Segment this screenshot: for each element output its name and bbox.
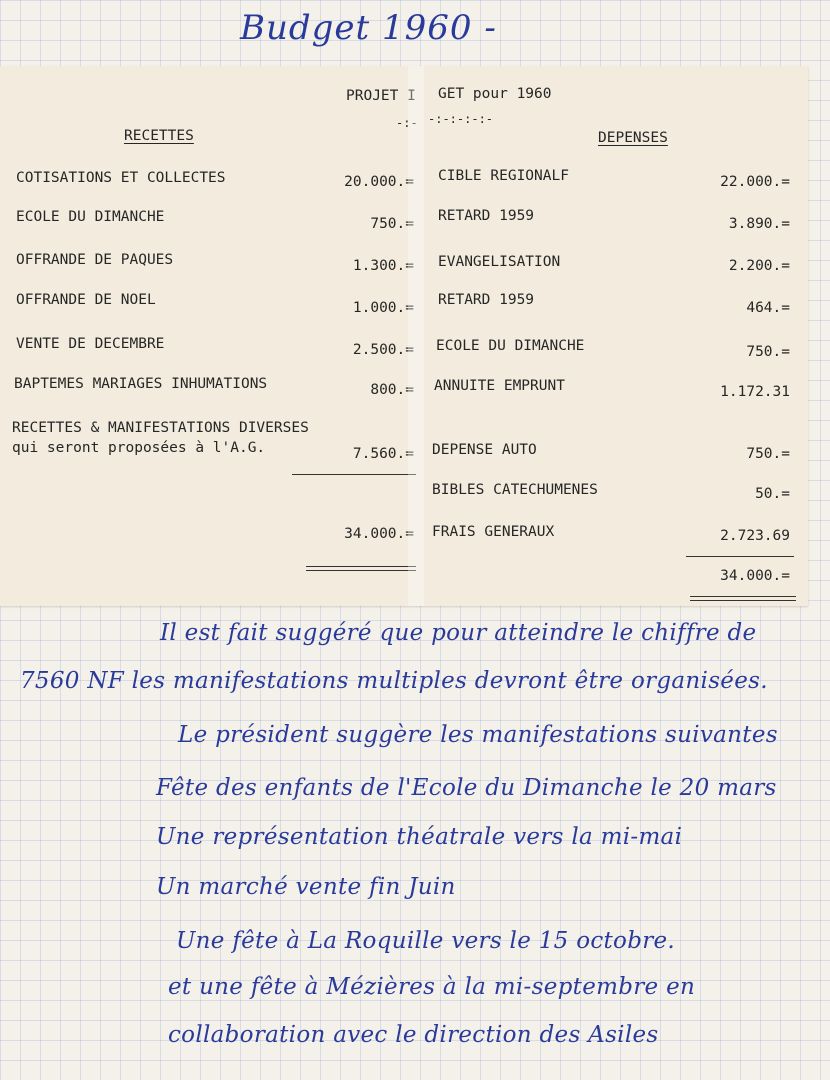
- recette-label: ECOLE DU DIMANCHE: [16, 209, 165, 225]
- depenses-total: 34.000.=: [720, 568, 790, 584]
- note-line: Une fête à La Roquille vers le 15 octobre.: [176, 928, 676, 954]
- handwritten-title: Budget 1960 -: [240, 8, 497, 48]
- note-line: Le président suggère les manifestations suivantes: [178, 722, 778, 748]
- depenses-total-rule: [690, 596, 796, 601]
- recette-amount: 1.000.=: [352, 300, 414, 316]
- recette-label: OFFRANDE DE NOEL: [16, 292, 156, 308]
- depense-amount: 22.000.=: [720, 174, 790, 190]
- depenses-sum-rule: [686, 556, 794, 557]
- depense-label: FRAIS GENERAUX: [432, 524, 555, 540]
- recette-amount: 20.000.=: [344, 174, 414, 190]
- recettes-total: 34.000.=: [344, 526, 414, 542]
- depenses-header: DEPENSES: [598, 130, 668, 146]
- note-line: Un marché vente fin Juin: [156, 874, 456, 900]
- depense-amount: 1.172.31: [720, 384, 790, 400]
- depense-amount: 464.=: [746, 300, 790, 316]
- recette-amount: 2.500.=: [352, 342, 414, 358]
- recette-label: RECETTES & MANIFESTATIONS DIVERSES: [12, 420, 309, 436]
- recette-label: VENTE DE DECEMBRE: [16, 336, 165, 352]
- depense-label: RETARD 1959: [438, 208, 535, 224]
- depense-label: RETARD 1959: [438, 292, 535, 308]
- recette-label-line2: qui seront proposées à l'A.G.: [12, 440, 266, 456]
- recette-amount: 7.560.=: [352, 446, 414, 462]
- note-line: Une représentation théatrale vers la mi-mai: [156, 824, 683, 850]
- note-line: 7560 NF les manifestations multiples devront être organisées.: [20, 668, 768, 694]
- recette-amount: 750.=: [370, 216, 414, 232]
- note-line: collaboration avec le direction des Asiles: [168, 1022, 659, 1048]
- depense-label: ECOLE DU DIMANCHE: [436, 338, 585, 354]
- recette-amount: 1.300.=: [352, 258, 414, 274]
- depense-label: DEPENSE AUTO: [432, 442, 537, 458]
- recette-label: COTISATIONS ET COLLECTES: [16, 170, 226, 186]
- sheet-title-left: PROJET I: [346, 88, 416, 104]
- depense-label: BIBLES CATECHUMENES: [432, 482, 598, 498]
- depense-amount: 2.200.=: [728, 258, 790, 274]
- depense-amount: 50.=: [755, 486, 790, 502]
- recettes-sum-rule: [292, 474, 416, 475]
- sheet-title-right: GET pour 1960: [438, 86, 552, 102]
- note-line: Il est fait suggéré que pour atteindre le chiffre de: [160, 620, 757, 646]
- depense-amount: 3.890.=: [728, 216, 790, 232]
- depense-amount: 750.=: [746, 344, 790, 360]
- depense-amount: 750.=: [746, 446, 790, 462]
- depense-amount: 2.723.69: [720, 528, 790, 544]
- deco-right: -:-:-:-:-: [428, 112, 494, 126]
- note-line: Fête des enfants de l'Ecole du Dimanche le 20 mars: [156, 775, 777, 801]
- note-line: et une fête à Mézières à la mi-septembre en: [168, 974, 696, 1000]
- recettes-header: RECETTES: [124, 128, 194, 144]
- depense-label: ANNUITE EMPRUNT: [434, 378, 565, 394]
- recette-amount: 800.=: [370, 382, 414, 398]
- recette-label: BAPTEMES MARIAGES INHUMATIONS: [14, 376, 268, 392]
- recette-label: OFFRANDE DE PAQUES: [16, 252, 174, 268]
- recettes-total-rule: [306, 566, 416, 571]
- deco-left: -:-: [396, 116, 418, 130]
- depense-label: EVANGELISATION: [438, 254, 561, 270]
- typed-budget-sheet: [0, 66, 808, 606]
- depense-label: CIBLE REGIONALF: [438, 168, 569, 184]
